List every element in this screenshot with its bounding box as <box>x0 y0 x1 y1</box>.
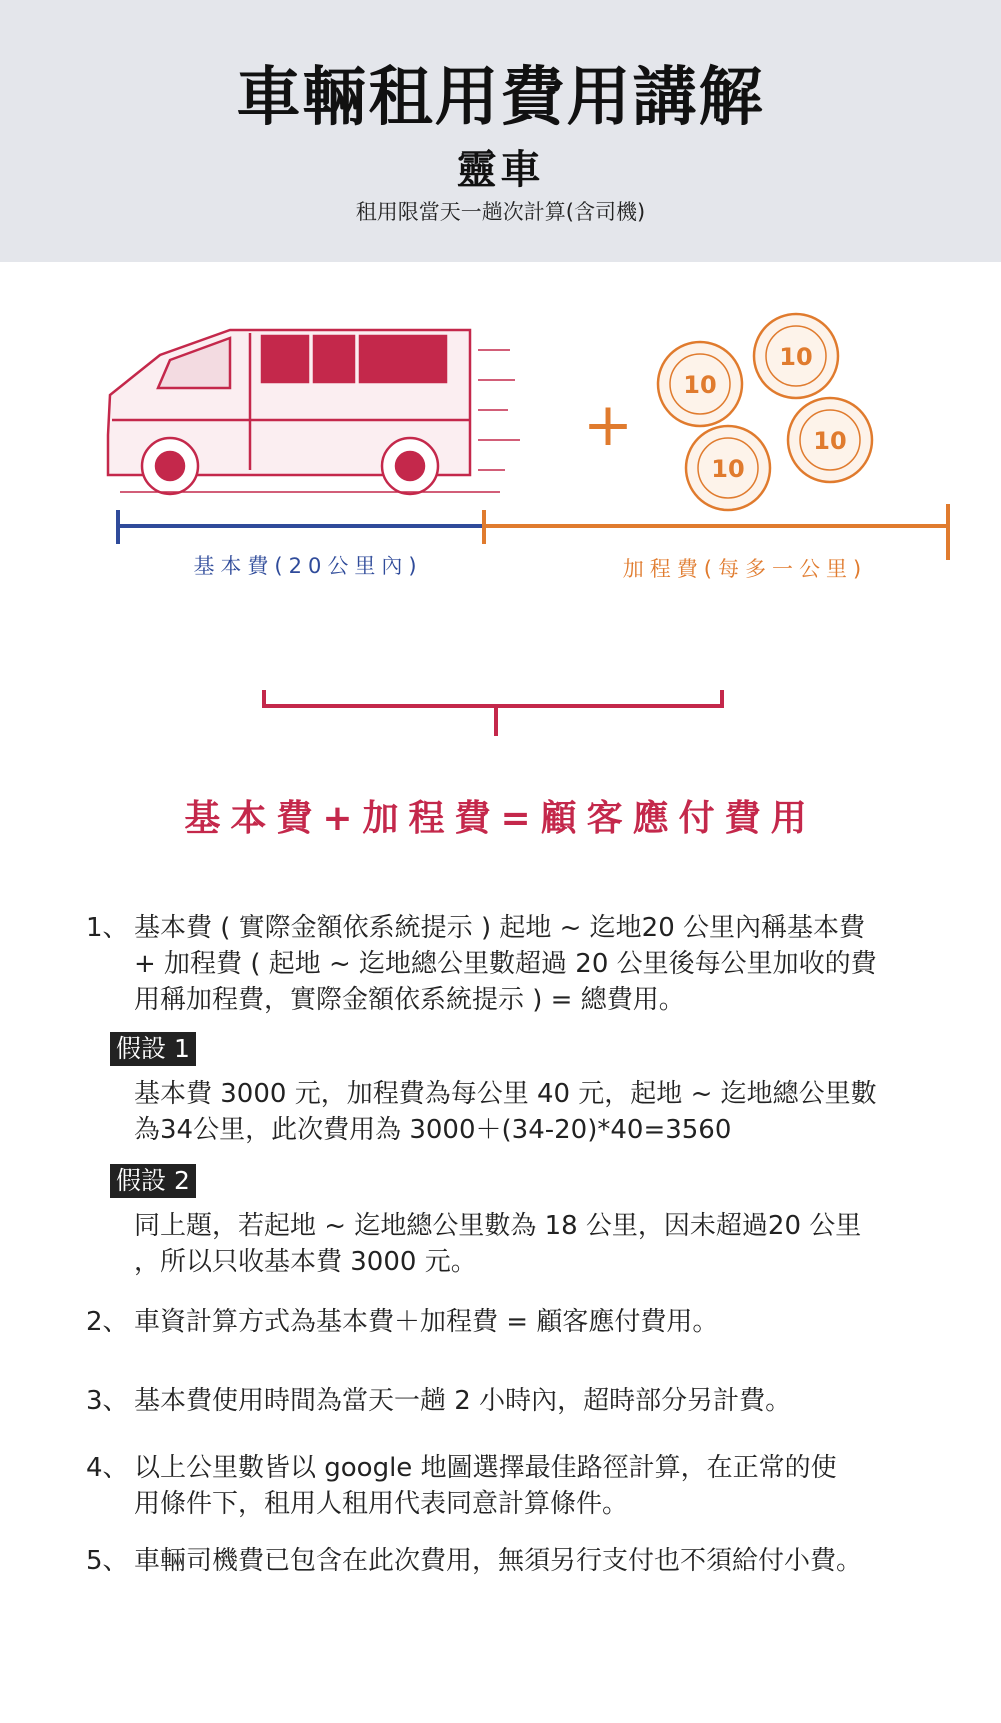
item-number: 2、 <box>86 1307 129 1337</box>
header <box>0 0 1001 262</box>
coin-icon <box>658 314 872 510</box>
assumption-line: ，所以只收基本費 3000 元。 <box>134 1247 477 1277</box>
extra-fee-bar <box>484 504 948 560</box>
extra-fee-label: 加程費(每多一公里) <box>622 557 868 581</box>
page-title: 車輛租用費用講解 <box>236 60 765 135</box>
fee-formula: 基本費+加程費=顧客應付費用 <box>184 798 817 839</box>
base-fee-label: 基本費(20公里內) <box>193 554 423 578</box>
assumption-tag: 假設 1 <box>110 1032 196 1066</box>
assumption-line: 為34公里，此次費用為 3000＋(34-20)*40=3560 <box>134 1115 732 1145</box>
item-line: 用稱加程費，實際金額依系統提示 ) = 總費用。 <box>134 985 685 1015</box>
sum-bracket <box>264 690 722 736</box>
assumption-tag: 假設 2 <box>110 1164 196 1198</box>
item-line: + 加程費 ( 起地 ~ 迄地總公里數超過 20 公里後每公里加收的費 <box>134 949 877 979</box>
item-line: 車資計算方式為基本費＋加程費 = 顧客應付費用。 <box>134 1307 719 1337</box>
coin-label: 10 <box>813 427 847 455</box>
coin-label: 10 <box>779 343 813 371</box>
rental-caption: 租用限當天一趟次計算(含司機) <box>355 200 646 224</box>
item-line: 基本費使用時間為當天一趟 2 小時內，超時部分另計費。 <box>134 1386 792 1416</box>
item-line: 用條件下，租用人租用代表同意計算條件。 <box>134 1489 629 1519</box>
item-line: 以上公里數皆以 google 地圖選擇最佳路徑計算，在正常的使 <box>134 1453 837 1483</box>
assumption-line: 同上題，若起地 ~ 迄地總公里數為 18 公里，因未超過20 公里 <box>134 1211 862 1241</box>
item-line: 車輛司機費已包含在此次費用，無須另行支付也不須給付小費。 <box>134 1546 863 1576</box>
item-number: 1、 <box>86 913 129 943</box>
item-number: 4、 <box>86 1453 129 1483</box>
van-icon <box>108 330 520 494</box>
item-number: 3、 <box>86 1386 129 1416</box>
coin-label: 10 <box>683 371 717 399</box>
page-subtitle: 靈車 <box>456 147 545 193</box>
plus-sign: + <box>582 390 634 460</box>
base-fee-bar <box>118 510 484 544</box>
item-line: 基本費 ( 實際金額依系統提示 ) 起地 ~ 迄地20 公里內稱基本費 <box>134 913 866 943</box>
pricing-illustration <box>0 262 1001 822</box>
coin-label: 10 <box>711 455 745 483</box>
item-number: 5、 <box>86 1546 129 1576</box>
assumption-line: 基本費 3000 元，加程費為每公里 40 元，起地 ~ 迄地總公里數 <box>134 1079 877 1109</box>
